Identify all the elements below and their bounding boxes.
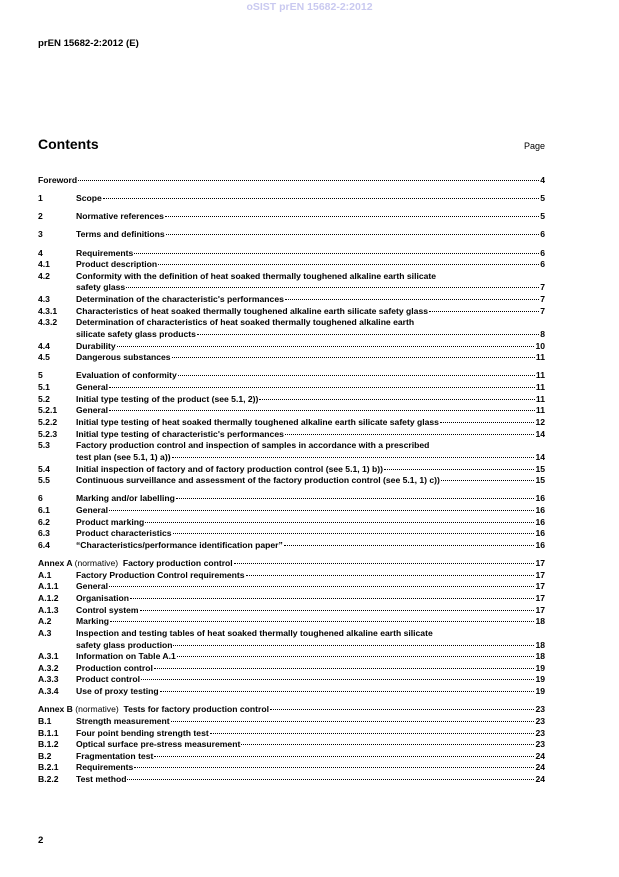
toc-entry-page: 14 (535, 451, 545, 462)
toc-entry-number: B.2.2 (38, 774, 59, 785)
dot-leader (110, 621, 534, 622)
toc-entry[interactable] (38, 628, 545, 640)
toc-entry-number: 4.3.2 (38, 317, 58, 328)
toc-entry-page: 5 (540, 211, 545, 222)
dot-leader (154, 668, 535, 669)
toc-entry-title: safety glass (76, 282, 126, 293)
toc-entry[interactable] (38, 394, 545, 406)
toc-entry-page: 16 (535, 539, 545, 550)
toc-entry-page: 16 (535, 505, 545, 516)
toc-entry[interactable] (38, 704, 545, 716)
toc-entry-page: 11 (535, 393, 545, 404)
toc-entry[interactable] (38, 382, 545, 394)
toc-entry[interactable] (38, 405, 545, 417)
toc-entry-number: 5.2.3 (38, 428, 58, 439)
dot-leader (158, 264, 539, 265)
toc-entry[interactable] (38, 640, 545, 652)
toc-entry-title: Conformity with the definition of heat soaked thermally toughened alkaline earth silicate (76, 270, 437, 281)
toc-entry-title: Initial type testing of characteristic's performances (76, 428, 284, 439)
toc-entry-title: safety glass production (76, 639, 173, 650)
annex-label: Annex B (38, 704, 73, 715)
toc-section (38, 704, 545, 785)
toc-entry-page: 10 (535, 340, 545, 351)
toc-entry-title: Normative references (76, 211, 164, 222)
toc-entry[interactable] (38, 211, 545, 223)
toc-entry-title: General (76, 405, 109, 416)
toc-entry[interactable] (38, 306, 545, 318)
toc-entry-page: 6 (540, 229, 545, 240)
dot-leader (109, 410, 535, 411)
toc-entry[interactable] (38, 570, 545, 582)
toc-entry[interactable] (38, 616, 545, 628)
toc-entry-title: Use of proxy testing (76, 686, 159, 697)
toc-entry-number: 5.2.1 (38, 405, 58, 416)
dot-leader (140, 610, 535, 611)
annex-qualifier: (normative) (75, 704, 119, 715)
toc-entry[interactable] (38, 294, 545, 306)
dot-leader (171, 721, 535, 722)
toc-entry-number: 6.1 (38, 505, 50, 516)
contents-heading: Contents (38, 136, 99, 152)
toc-entry-page: 17 (535, 558, 545, 569)
toc-entry-title: Evaluation of conformity (76, 370, 177, 381)
toc-entry-page: 4 (540, 175, 545, 185)
toc-entry[interactable] (38, 686, 545, 698)
toc-entry[interactable] (38, 271, 545, 283)
toc-entry-number: 4.3 (38, 294, 50, 305)
toc-entry-number: A.1.1 (38, 581, 59, 592)
toc-entry[interactable] (38, 341, 545, 353)
page-number: 2 (38, 835, 44, 846)
toc-entry-number: 4 (38, 247, 43, 258)
toc-entry[interactable] (38, 674, 545, 686)
toc-entry-title: Dangerous substances (76, 352, 171, 363)
toc-entry-page: 23 (535, 739, 545, 750)
toc-entry-title: Production control (76, 662, 153, 673)
toc-entry-page: 24 (535, 750, 545, 761)
toc-entry-page: 19 (535, 686, 545, 697)
toc-entry-number: A.1.2 (38, 593, 59, 603)
toc-entry[interactable] (38, 352, 545, 364)
toc-entry-number: A.3.4 (38, 686, 59, 697)
toc-entry-number: A.1.3 (38, 604, 59, 615)
toc-entry-title: Product description (76, 259, 158, 270)
toc-entry[interactable] (38, 440, 545, 452)
toc-entry-title: Product marking (76, 516, 145, 527)
toc-entry[interactable] (38, 317, 545, 329)
dot-leader (284, 545, 535, 546)
toc-entry-number: B.1.2 (38, 739, 59, 750)
dot-leader (210, 733, 535, 734)
toc-entry-number: 5 (38, 370, 43, 381)
dot-leader (172, 357, 535, 358)
toc-entry[interactable] (38, 739, 545, 751)
toc-entry-title: silicate safety glass products (76, 329, 196, 340)
toc-entry-title: Four point bending strength test (76, 727, 209, 738)
dot-leader (141, 679, 534, 680)
page-column-label: Page (523, 141, 545, 151)
dot-leader (285, 299, 539, 300)
dot-leader (259, 399, 535, 400)
toc-entry[interactable] (38, 751, 545, 763)
toc-entry[interactable] (38, 728, 545, 740)
toc-entry-title: Terms and definitions (76, 229, 165, 240)
toc-entry[interactable] (38, 762, 545, 774)
toc-entry[interactable] (38, 429, 545, 441)
toc-entry-page: 23 (535, 727, 545, 738)
toc-entry-page: 17 (535, 593, 545, 603)
toc-entry[interactable] (38, 593, 545, 605)
toc-entry-number: 5.1 (38, 382, 50, 393)
toc-entry-title: Product characteristics (76, 528, 172, 539)
toc-entry-page: 16 (535, 516, 545, 527)
toc-entry-number: 4.5 (38, 352, 50, 363)
toc-entry[interactable] (38, 464, 545, 476)
toc-entry-page: 19 (535, 674, 545, 685)
dot-leader (270, 709, 534, 710)
toc-entry[interactable] (38, 259, 545, 271)
toc-entry-title: Initial inspection of factory and of factory production control (see 5.1, 1) b)) (76, 463, 384, 474)
toc-entry-page: 17 (535, 569, 545, 580)
toc-entry-title: Requirements (76, 762, 134, 773)
toc-entry[interactable] (38, 282, 545, 294)
toc-entry-title: Factory Production Control requirements (76, 569, 245, 580)
watermark: oSIST prEN 15682-2:2012 (246, 1, 373, 13)
toc-entry-number: A.1 (38, 569, 52, 580)
dot-leader (160, 691, 535, 692)
document-header: prEN 15682-2:2012 (E) (38, 38, 139, 49)
toc-entry-number: 5.4 (38, 463, 50, 474)
toc-entry-number: 4.3.1 (38, 305, 58, 316)
toc-entry-page: 6 (540, 247, 545, 258)
dot-leader (166, 234, 540, 235)
toc-entry-page: 18 (535, 639, 545, 650)
toc-entry-page: 16 (535, 528, 545, 539)
dot-leader (441, 480, 535, 481)
toc-entry-page: 18 (535, 651, 545, 662)
toc-entry-title: Requirements (76, 247, 134, 258)
toc-entry[interactable] (38, 581, 545, 593)
toc-entry-page: 6 (540, 259, 545, 270)
dot-leader (285, 434, 535, 435)
dot-leader (241, 744, 534, 745)
toc-entry[interactable] (38, 605, 545, 617)
dot-leader (440, 422, 534, 423)
toc-entry-page: 15 (535, 463, 545, 474)
toc-entry-title-text: Tests for factory production control (123, 704, 269, 715)
toc-entry-title: Product control (76, 674, 140, 685)
dot-leader (176, 498, 535, 499)
toc-entry-page: 8 (540, 329, 545, 340)
toc-entry-title: Control system (76, 604, 139, 615)
dot-leader (126, 287, 539, 288)
dot-leader (145, 522, 534, 523)
toc-entry[interactable] (38, 248, 545, 260)
dot-leader (197, 334, 539, 335)
toc-section (38, 211, 545, 223)
annex-label: Annex A (38, 558, 73, 569)
toc-entry-title: Initial type testing of the product (see 5.1, 2)) (76, 393, 259, 404)
dot-leader (172, 457, 535, 458)
toc-entry-number: 5.2.2 (38, 417, 58, 428)
toc-entry-title-text: Factory production control (122, 558, 233, 569)
dot-leader (103, 198, 539, 199)
toc-section (38, 193, 545, 205)
toc-entry-title: Organisation (76, 593, 130, 603)
toc-entry-number: B.2.1 (38, 762, 59, 773)
toc-section (38, 558, 545, 698)
toc-entry-title: Determination of the characteristic's performances (76, 294, 284, 305)
toc-entry-number: 2 (38, 211, 43, 222)
toc-entry-title: Information on Table A.1 (76, 651, 176, 662)
toc-entry-page: 24 (535, 762, 545, 773)
toc-entry-title: Continuous surveillance and assessment of the factory production control (see 5.1, 1) c)) (76, 475, 440, 486)
toc-entry-title: test plan (see 5.1, 1) a)) (76, 451, 171, 462)
toc-entry-page: 11 (535, 382, 545, 393)
toc-entry[interactable] (38, 774, 545, 786)
toc-entry-page: 11 (535, 405, 545, 416)
dot-leader (130, 598, 534, 599)
toc-entry[interactable] (38, 540, 545, 552)
dot-leader (234, 563, 535, 564)
toc-entry-number: 4.2 (38, 270, 50, 281)
toc-entry-number: 6 (38, 493, 43, 504)
dot-leader (134, 767, 534, 768)
toc-entry[interactable] (38, 452, 545, 464)
toc-entry-page: 19 (535, 662, 545, 673)
dot-leader (134, 253, 539, 254)
toc-entry[interactable] (38, 517, 545, 529)
toc-entry-number: 6.3 (38, 528, 50, 539)
dot-leader (177, 656, 535, 657)
toc-section (38, 248, 545, 364)
toc-entry-title: General (76, 581, 109, 592)
toc-entry-number: 6.4 (38, 539, 50, 550)
toc-entry-title (38, 558, 233, 570)
toc-entry-page: 7 (540, 294, 545, 305)
toc-entry-number: A.3.3 (38, 674, 59, 685)
toc-section (38, 370, 545, 486)
toc-entry-number: 3 (38, 229, 43, 240)
toc-entry-title: Marking and/or labelling (76, 493, 175, 504)
toc-entry-number: A.3 (38, 627, 52, 638)
toc-section (38, 175, 545, 187)
dot-leader (173, 645, 534, 646)
toc-entry-page: 23 (535, 715, 545, 726)
toc-entry-page: 15 (535, 475, 545, 486)
toc-entry-number: 5.5 (38, 475, 50, 486)
toc-entry-number: 5.2 (38, 393, 50, 404)
toc-entry-number: 5.3 (38, 440, 50, 451)
dot-leader (429, 311, 539, 312)
toc-entry-number: 4.4 (38, 340, 50, 351)
toc-entry-number: A.3.1 (38, 651, 59, 662)
dot-leader (117, 346, 535, 347)
toc-entry-title: Factory production control and inspection of samples in accordance with a prescribed (76, 440, 430, 451)
toc-entry-title: Durability (76, 340, 116, 351)
dot-leader (173, 533, 535, 534)
dot-leader (384, 469, 534, 470)
toc-entry[interactable] (38, 505, 545, 517)
toc-entry[interactable] (38, 175, 545, 187)
toc-entry[interactable] (38, 528, 545, 540)
toc-entry-page: 14 (535, 428, 545, 439)
toc-entry[interactable] (38, 558, 545, 570)
toc-entry-title (38, 704, 269, 716)
toc-entry-page: 16 (535, 493, 545, 504)
toc-entry-page: 7 (540, 305, 545, 316)
toc-entry-number: A.2 (38, 616, 52, 627)
toc-entry-title: General (76, 382, 109, 393)
toc-entry-page: 11 (535, 370, 545, 381)
dot-leader (109, 586, 534, 587)
annex-qualifier: (normative) (74, 558, 119, 569)
dot-leader (165, 216, 539, 217)
toc-entry[interactable] (38, 716, 545, 728)
toc-entry-title: “Characteristics/performance identification paper” (76, 539, 283, 550)
dot-leader (178, 375, 535, 376)
toc-entry[interactable] (38, 493, 545, 505)
toc-entry-page: 5 (540, 193, 545, 204)
toc-entry[interactable] (38, 475, 545, 487)
toc-entry-page: 7 (540, 282, 545, 293)
toc-entry-page: 23 (535, 704, 545, 715)
toc-entry-page: 11 (535, 352, 545, 363)
toc-section (38, 229, 545, 241)
toc-entry-page: 17 (535, 604, 545, 615)
toc-entry[interactable] (38, 193, 545, 205)
table-of-contents (38, 175, 545, 792)
toc-entry-page: 18 (535, 616, 545, 627)
toc-entry-title: Scope (76, 193, 102, 204)
dot-leader (246, 575, 535, 576)
dot-leader (127, 779, 534, 780)
toc-entry-page: 12 (535, 417, 545, 428)
toc-entry-title: Test method (76, 774, 127, 785)
dot-leader (109, 387, 535, 388)
dot-leader (78, 180, 539, 181)
toc-entry-page: 17 (535, 581, 545, 592)
toc-entry[interactable] (38, 370, 545, 382)
toc-entry-number: B.1 (38, 715, 52, 726)
toc-entry-number: 1 (38, 193, 43, 204)
toc-entry[interactable] (38, 417, 545, 429)
toc-entry-title: Optical surface pre-stress measurement (76, 739, 241, 750)
toc-section (38, 493, 545, 551)
toc-entry-title: Inspection and testing tables of heat soaked thermally toughened alkaline earth silicate (76, 627, 433, 638)
toc-entry-number: B.1.1 (38, 727, 59, 738)
toc-entry-number: 4.1 (38, 259, 50, 270)
toc-entry[interactable] (38, 329, 545, 341)
toc-entry-title: Initial type testing of heat soaked thermally toughened alkaline earth silicate safety glass (76, 417, 439, 428)
toc-entry-page: 24 (535, 774, 545, 785)
toc-entry-title: Fragmentation test (76, 750, 154, 761)
toc-entry-number: 6.2 (38, 516, 50, 527)
toc-entry-number: A.3.2 (38, 662, 59, 673)
toc-entry-title: General (76, 505, 109, 516)
dot-leader (109, 510, 534, 511)
toc-entry-title: Characteristics of heat soaked thermally toughened alkaline earth silicate safety glass (76, 305, 429, 316)
toc-entry[interactable] (38, 651, 545, 663)
toc-entry-title: Strength measurement (76, 715, 170, 726)
toc-entry-title: Foreword (38, 175, 78, 185)
toc-entry-number: B.2 (38, 750, 52, 761)
toc-entry-title: Marking (76, 616, 109, 627)
dot-leader (154, 756, 534, 757)
toc-entry[interactable] (38, 663, 545, 675)
toc-entry[interactable] (38, 229, 545, 241)
toc-entry-title: Determination of characteristics of heat soaked thermally toughened alkaline earth (76, 317, 415, 328)
